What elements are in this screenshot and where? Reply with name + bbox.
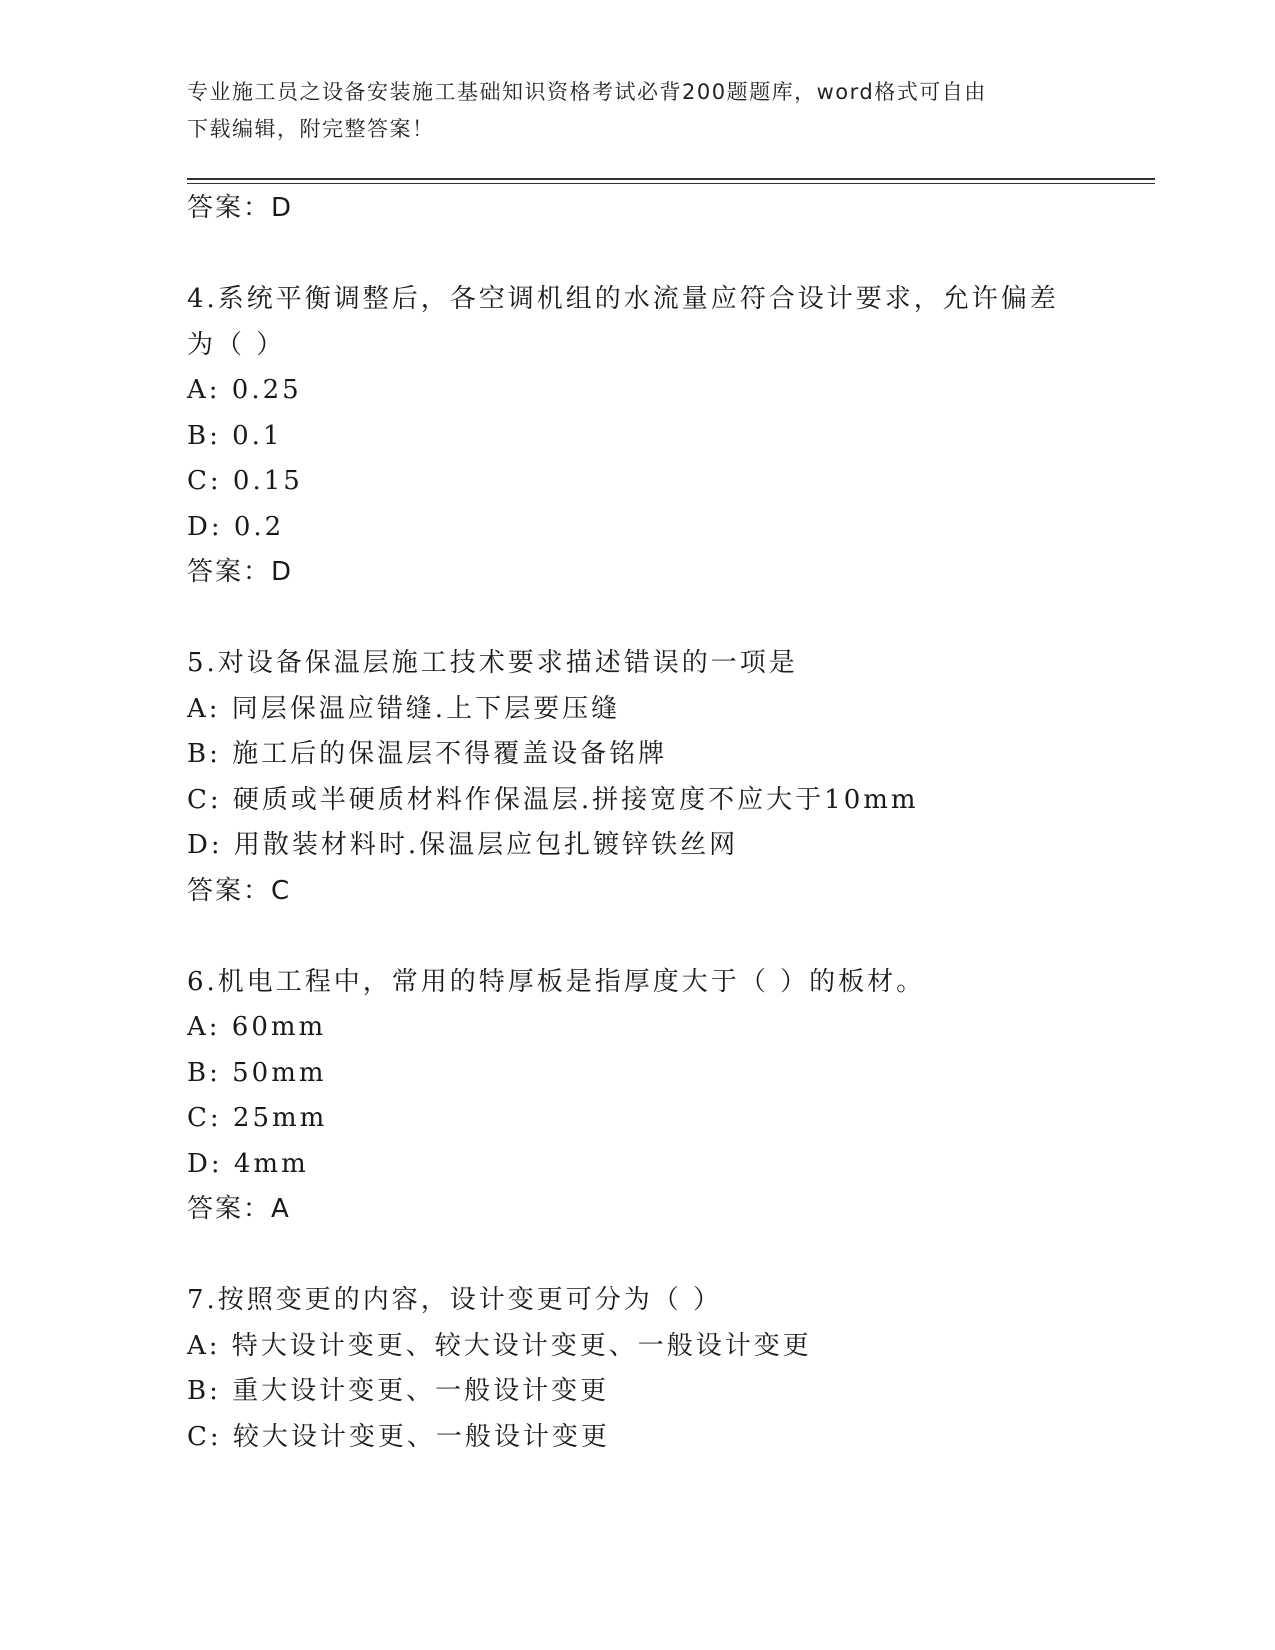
question-6-text: 6.机电工程中，常用的特厚板是指厚度大于（ ）的板材。 [187,966,926,997]
question-7 [187,1278,1087,1460]
question-5-answer: 答案：C [187,875,292,906]
answer-3: 答案：D [187,193,294,223]
spacer [187,1233,1087,1279]
question-5 [187,641,1087,914]
question-6-option-d: D: 4mm [187,1148,309,1179]
question-6-option-a: A: 60mm [187,1012,327,1042]
question-5-option-b: B: 施工后的保温层不得覆盖设备铭牌 [187,739,668,769]
question-4-text-line-1: 4.系统平衡调整后，各空调机组的水流量应符合设计要求，允许偏差 [187,284,1059,314]
spacer [187,596,1087,642]
question-5-text: 5.对设备保温层施工技术要求描述错误的一项是 [187,648,798,678]
question-5-option-a: A: 同层保温应错缝.上下层要压缝 [187,693,621,724]
question-7-option-a: A: 特大设计变更、较大设计变更、一般设计变更 [187,1330,812,1361]
question-6 [187,960,1087,1233]
question-5-option-c: C: 硬质或半硬质材料作保温层.拼接宽度不应大于10mm [187,784,919,815]
question-4-text-line-2: 为（ ） [187,329,286,360]
spacer [187,232,1087,278]
question-6-answer: 答案：A [187,1194,291,1224]
question-4-option-a: A: 0.25 [187,375,302,405]
header-divider-thin [187,183,1155,184]
question-6-option-b: B: 50mm [187,1057,327,1088]
question-4 [187,277,1087,596]
document-header [187,74,1087,148]
question-4-option-c: C: 0.15 [187,466,303,496]
header-line-2: 下载编辑，附完整答案！ [187,117,435,141]
header-divider-thick [187,178,1155,180]
question-7-option-c: C: 较大设计变更、一般设计变更 [187,1421,610,1452]
question-6-option-c: C: 25mm [187,1103,328,1133]
question-5-option-d: D: 用散装材料时.保温层应包扎镀锌铁丝网 [187,830,739,860]
question-7-text: 7.按照变更的内容，设计变更可分为（ ） [187,1285,723,1315]
question-4-option-b: B: 0.1 [187,420,283,451]
question-4-answer: 答案：D [187,557,294,587]
spacer [187,914,1087,960]
question-list [187,186,1087,1460]
question-7-option-b: B: 重大设计变更、一般设计变更 [187,1376,610,1406]
header-line-1: 专业施工员之设备安装施工基础知识资格考试必背200题题库，word格式可自由 [187,80,987,104]
question-4-option-d: D: 0.2 [187,511,285,542]
